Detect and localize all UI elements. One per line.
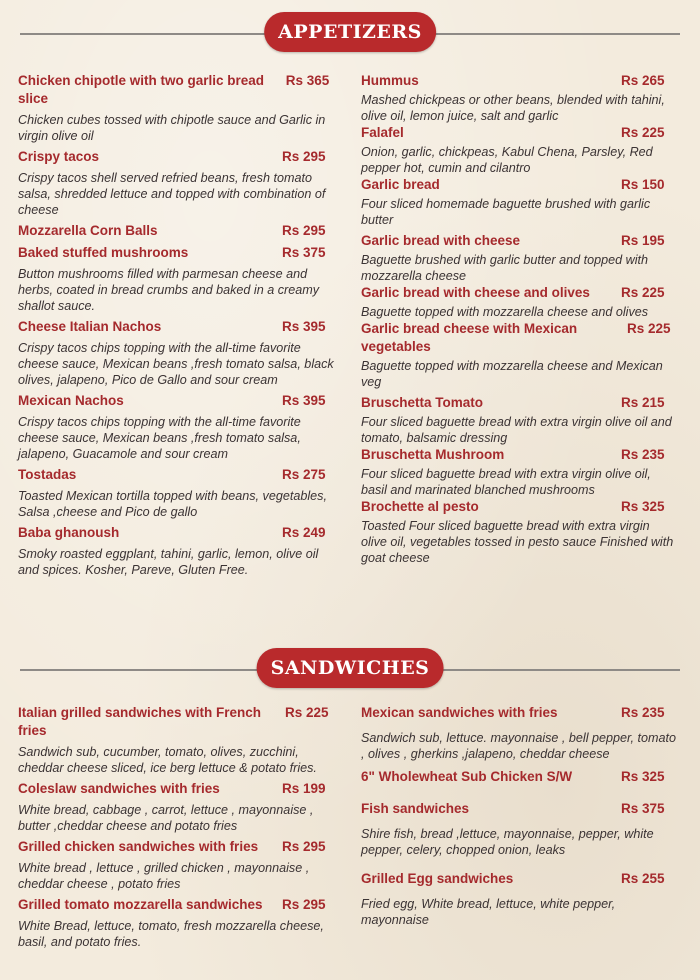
item-name: Bruschetta Mushroom bbox=[361, 447, 505, 462]
appetizers-title: APPETIZERS bbox=[264, 12, 436, 52]
menu-item bbox=[361, 176, 679, 228]
item-description: Fried egg, White bread, lettuce, white pepper, mayonnaise bbox=[361, 897, 616, 927]
item-name: Garlic bread with cheese bbox=[361, 233, 521, 248]
item-price: Rs 225 bbox=[626, 321, 671, 336]
item-description: Smoky roasted eggplant, tahini, garlic, lemon, olive oil and spices. Kosher, Pareve, Gluten Free. bbox=[18, 547, 319, 577]
item-price: Rs 295 bbox=[282, 223, 326, 238]
item-name: Mexican Nachos bbox=[18, 393, 124, 408]
sandwiches-right-column bbox=[361, 704, 679, 928]
item-name: Grilled chicken sandwiches with fries bbox=[18, 839, 259, 854]
item-price: Rs 375 bbox=[282, 245, 326, 260]
menu-item bbox=[18, 466, 340, 520]
item-name: Fish sandwiches bbox=[361, 801, 470, 816]
menu-item bbox=[361, 446, 679, 498]
item-description: White bread, cabbage , carrot, lettuce , mayonnaise , butter ,cheddar cheese and potato fries bbox=[18, 803, 314, 833]
menu-item bbox=[18, 148, 340, 218]
menu-item bbox=[361, 498, 679, 566]
item-description: Button mushrooms filled with parmesan cheese and herbs, coated in bread crumbs and baked in a creamy shallot sauce. bbox=[18, 267, 320, 313]
item-name: Mozzarella Corn Balls bbox=[18, 223, 158, 238]
sandwiches-header bbox=[20, 648, 680, 692]
item-price: Rs 225 bbox=[621, 125, 665, 140]
item-name: 6" Wholewheat Sub Chicken S/W bbox=[361, 769, 573, 784]
item-name: Garlic bread cheese with Mexican vegetables bbox=[361, 321, 578, 354]
item-price: Rs 255 bbox=[621, 871, 665, 886]
appetizers-left-column bbox=[18, 72, 340, 578]
menu-item bbox=[361, 800, 679, 858]
item-name: Coleslaw sandwiches with fries bbox=[18, 781, 220, 796]
item-description: Mashed chickpeas or other beans, blended with tahini, olive oil, lemon juice, salt and garlic bbox=[361, 93, 665, 123]
item-name: Tostadas bbox=[18, 467, 77, 482]
appetizers-right-column bbox=[361, 72, 679, 566]
item-description: Crispy tacos chips topping with the all-time favorite cheese sauce, Mexican beans ,fresh tomato salsa, jalapeno, Guacamole and sour cream bbox=[18, 415, 301, 461]
item-name: Grilled tomato mozzarella sandwiches bbox=[18, 897, 263, 912]
menu-item bbox=[361, 768, 679, 786]
item-description: Onion, garlic, chickpeas, Kabul Chena, Parsley, Red pepper hot, cumin and cilantro bbox=[361, 145, 653, 175]
item-name: Cheese Italian Nachos bbox=[18, 319, 162, 334]
menu-item bbox=[18, 392, 340, 462]
item-name: Mexican sandwiches with fries bbox=[361, 705, 558, 720]
menu-item bbox=[361, 284, 679, 320]
menu-item bbox=[361, 394, 679, 446]
menu-item bbox=[361, 232, 679, 284]
item-price: Rs 199 bbox=[282, 781, 326, 796]
item-name: Baba ghanoush bbox=[18, 525, 120, 540]
item-description: White bread , lettuce , grilled chicken , mayonnaise , cheddar cheese , potato fries bbox=[18, 861, 310, 891]
item-description: Chicken cubes tossed with chipotle sauce and Garlic in virgin olive oil bbox=[18, 113, 326, 143]
item-price: Rs 235 bbox=[621, 705, 665, 720]
sandwiches-title: SANDWICHES bbox=[257, 648, 444, 688]
item-description: Four sliced baguette bread with extra virgin olive oil and tomato, balsamic dressing bbox=[361, 415, 672, 445]
item-description: Four sliced homemade baguette brushed with garlic butter bbox=[361, 197, 651, 227]
item-price: Rs 295 bbox=[282, 149, 326, 164]
item-description: Baguette brushed with garlic butter and topped with mozzarella cheese bbox=[361, 253, 649, 283]
menu-item bbox=[18, 704, 340, 776]
menu-item bbox=[18, 524, 340, 578]
menu-item bbox=[361, 320, 679, 390]
item-price: Rs 365 bbox=[285, 73, 330, 88]
item-description: Sandwich sub, lettuce. mayonnaise , bell pepper, tomato , olives , gherkins ,jalapeno, cheddar cheese bbox=[361, 731, 677, 761]
item-price: Rs 235 bbox=[621, 447, 665, 462]
item-description: Four sliced baguette bread with extra virgin olive oil, basil and marinated blanched mushrooms bbox=[361, 467, 651, 497]
menu-item bbox=[18, 780, 340, 834]
menu-item bbox=[18, 222, 340, 240]
item-price: Rs 295 bbox=[282, 897, 326, 912]
sandwiches-left-column bbox=[18, 704, 340, 950]
item-price: Rs 225 bbox=[621, 285, 665, 300]
item-name: Falafel bbox=[361, 125, 404, 140]
item-name: Garlic bread bbox=[361, 177, 440, 192]
item-description: Baguette topped with mozzarella cheese and olives bbox=[361, 305, 649, 319]
menu-item bbox=[18, 244, 340, 314]
item-description: White Bread, lettuce, tomato, fresh mozzarella cheese, basil, and potato fries. bbox=[18, 919, 324, 949]
menu-item bbox=[361, 72, 679, 124]
item-description: Shire fish, bread ,lettuce, mayonnaise, pepper, white pepper, celery, chopped onion, leaks bbox=[361, 827, 654, 857]
menu-item bbox=[18, 896, 340, 950]
item-price: Rs 375 bbox=[621, 801, 665, 816]
menu-item bbox=[18, 318, 340, 388]
item-price: Rs 395 bbox=[282, 393, 326, 408]
item-description: Toasted Four sliced baguette bread with extra virgin olive oil, vegetables tossed in pesto sauce Finished with goat cheese bbox=[361, 519, 674, 565]
item-description: Crispy tacos chips topping with the all-time favorite cheese sauce, Mexican beans ,fresh tomato salsa, black olives, jalapeno, Pico de Gallo and sour cream bbox=[18, 341, 334, 387]
item-price: Rs 325 bbox=[621, 769, 665, 784]
item-description: Toasted Mexican tortilla topped with beans, vegetables, Salsa ,cheese and Pico de gallo bbox=[18, 489, 327, 519]
item-price: Rs 150 bbox=[621, 177, 665, 192]
item-description: Baguette topped with mozzarella cheese and Mexican veg bbox=[361, 359, 663, 389]
menu-item bbox=[361, 124, 679, 176]
item-price: Rs 215 bbox=[621, 395, 665, 410]
item-price: Rs 265 bbox=[621, 73, 665, 88]
item-price: Rs 325 bbox=[621, 499, 665, 514]
item-name: Crispy tacos bbox=[18, 149, 100, 164]
item-name: Baked stuffed mushrooms bbox=[18, 245, 189, 260]
item-name: Bruschetta Tomato bbox=[361, 395, 484, 410]
item-price: Rs 395 bbox=[282, 319, 326, 334]
item-price: Rs 225 bbox=[285, 705, 329, 720]
item-name: Italian grilled sandwiches with French fries bbox=[18, 705, 262, 738]
menu-item bbox=[18, 72, 340, 144]
item-name: Brochette al pesto bbox=[361, 499, 479, 514]
item-price: Rs 195 bbox=[621, 233, 665, 248]
menu-item bbox=[361, 870, 679, 928]
item-name: Grilled Egg sandwiches bbox=[361, 871, 514, 886]
menu-item bbox=[361, 704, 679, 762]
item-price: Rs 249 bbox=[282, 525, 326, 540]
item-name: Garlic bread with cheese and olives bbox=[361, 285, 590, 300]
item-price: Rs 275 bbox=[282, 467, 326, 482]
item-name: Chicken chipotle with two garlic bread slice bbox=[18, 73, 265, 106]
menu-item bbox=[18, 838, 340, 892]
item-name: Hummus bbox=[361, 73, 419, 88]
item-price: Rs 295 bbox=[282, 839, 326, 854]
item-description: Sandwich sub, cucumber, tomato, olives, zucchini, cheddar cheese sliced, ice berg lettuce & potato fries. bbox=[18, 745, 317, 775]
appetizers-header bbox=[20, 12, 680, 56]
item-description: Crispy tacos shell served refried beans, fresh tomato salsa, shredded lettuce and topped with combination of cheese bbox=[18, 171, 326, 217]
